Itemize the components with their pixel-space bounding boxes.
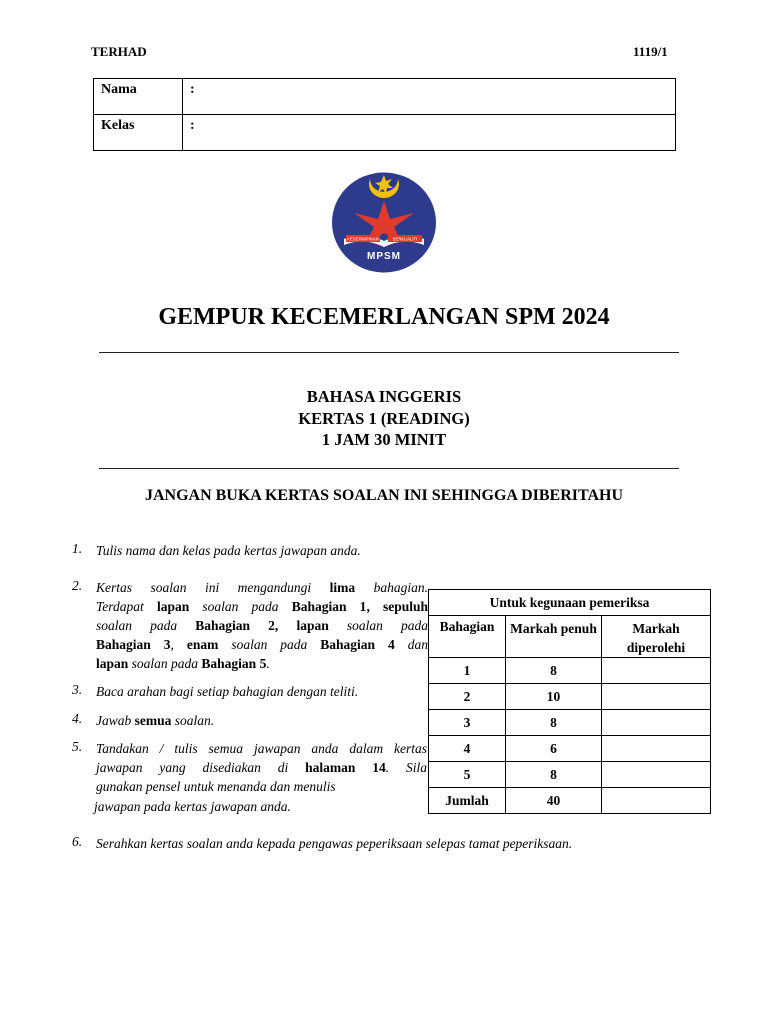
text-span: . Sila bbox=[385, 760, 427, 775]
table-row bbox=[429, 684, 711, 710]
table-row bbox=[429, 736, 711, 762]
text-span: soalan pada bbox=[96, 618, 196, 633]
table-row bbox=[429, 658, 711, 684]
obtained-marks-cell[interactable] bbox=[602, 710, 711, 736]
instruction-text: Tulis nama dan kelas pada kertas jawapan anda. bbox=[96, 543, 361, 558]
full-marks-cell: 6 bbox=[506, 736, 602, 762]
instruction-line bbox=[96, 635, 428, 654]
header-bahagian: Bahagian bbox=[429, 616, 506, 658]
instruction-text bbox=[96, 711, 214, 730]
total-label-cell: Jumlah bbox=[429, 788, 506, 814]
instruction-number: 4. bbox=[72, 711, 83, 726]
instruction-line bbox=[96, 758, 427, 777]
text-span: Kertas soalan ini mengandungi bbox=[96, 580, 330, 595]
bold-span: Bahagian 4 bbox=[320, 637, 395, 652]
instruction-line: gunakan pensel untuk menanda dan menulis bbox=[96, 779, 336, 794]
bold-span: Bahagian 2 bbox=[195, 618, 275, 633]
text-span: dan bbox=[394, 637, 429, 652]
header-markah-penuh: Markah penuh bbox=[506, 616, 602, 658]
header-restricted: TERHAD bbox=[91, 44, 147, 59]
logo-text: MPSM bbox=[367, 251, 401, 262]
instruction-line bbox=[96, 578, 428, 597]
marks-table-title-row bbox=[429, 590, 711, 616]
marks-table-title: Untuk kegunaan pemeriksa bbox=[429, 590, 711, 616]
full-marks-cell: 8 bbox=[506, 762, 602, 788]
instruction-line: Tandakan / tulis semua jawapan anda dalam kertas bbox=[96, 741, 427, 756]
marks-table bbox=[428, 589, 711, 814]
text-span: soalan pada bbox=[328, 618, 428, 633]
text-span: . bbox=[266, 656, 270, 671]
text-span: soalan. bbox=[171, 713, 215, 728]
bold-span: lapan bbox=[296, 618, 329, 633]
bold-span: , bbox=[366, 599, 383, 614]
marks-table-header-row bbox=[429, 616, 711, 658]
text-span: Jawab bbox=[96, 713, 135, 728]
instruction-line bbox=[96, 597, 428, 616]
subject-line-1: BAHASA INGGERIS bbox=[306, 387, 462, 406]
instruction-line bbox=[96, 654, 270, 673]
full-marks-cell: 10 bbox=[506, 684, 602, 710]
table-row bbox=[429, 710, 711, 736]
name-field[interactable]: : bbox=[183, 79, 676, 115]
text-span: , bbox=[170, 637, 187, 652]
logo-ribbon-left: KESEPIMPINAN bbox=[347, 236, 379, 242]
instruction-number: 5. bbox=[72, 739, 83, 754]
header-paper-code: 1119/1 bbox=[633, 44, 668, 59]
logo-ribbon-right: BERKUALITI bbox=[392, 236, 418, 242]
divider-bottom bbox=[99, 468, 679, 469]
name-row bbox=[94, 79, 676, 115]
table-row bbox=[429, 762, 711, 788]
header-markah-diperolehi: Markah diperolehi bbox=[602, 616, 711, 658]
text-span: soalan pada bbox=[218, 637, 321, 652]
bold-span: Bahagian 1 bbox=[291, 599, 367, 614]
full-marks-cell: 8 bbox=[506, 658, 602, 684]
instruction-number: 1. bbox=[72, 541, 83, 556]
bold-span: semua bbox=[134, 713, 172, 728]
table-row-total bbox=[429, 788, 711, 814]
section-cell: 4 bbox=[429, 736, 506, 762]
instruction-text: Serahkan kertas soalan anda kepada pengawas peperiksaan selepas tamat peperiksaan. bbox=[96, 836, 573, 851]
text-span: jawapan yang disediakan di bbox=[96, 760, 306, 775]
obtained-marks-cell[interactable] bbox=[602, 762, 711, 788]
bold-span: , bbox=[274, 618, 297, 633]
instruction-number: 6. bbox=[72, 834, 83, 849]
section-cell: 3 bbox=[429, 710, 506, 736]
section-cell: 5 bbox=[429, 762, 506, 788]
bold-span: Bahagian 3 bbox=[96, 637, 171, 652]
instruction-text: Baca arahan bagi setiap bahagian dengan teliti. bbox=[96, 684, 359, 699]
student-info-box bbox=[93, 78, 676, 151]
exam-title: GEMPUR KECEMERLANGAN SPM 2024 bbox=[158, 304, 610, 330]
obtained-marks-cell[interactable] bbox=[602, 736, 711, 762]
subject-line-3: 1 JAM 30 MINIT bbox=[321, 430, 447, 449]
class-label: Kelas bbox=[94, 115, 183, 151]
bold-span: lima bbox=[329, 580, 356, 595]
obtained-marks-cell[interactable] bbox=[602, 684, 711, 710]
instruction-line bbox=[96, 616, 428, 635]
mpsm-logo bbox=[330, 171, 438, 274]
section-cell: 2 bbox=[429, 684, 506, 710]
divider-top bbox=[99, 352, 679, 353]
instruction-number: 2. bbox=[72, 578, 83, 593]
total-full-marks-cell: 40 bbox=[506, 788, 602, 814]
section-cell: 1 bbox=[429, 658, 506, 684]
full-marks-cell: 8 bbox=[506, 710, 602, 736]
subject-line-2: KERTAS 1 (READING) bbox=[298, 409, 470, 428]
text-span: Terdapat bbox=[96, 599, 157, 614]
warning-text: JANGAN BUKA KERTAS SOALAN INI SEHINGGA DIBERITAHU bbox=[144, 487, 624, 504]
bold-span: Bahagian 5 bbox=[201, 656, 267, 671]
class-row bbox=[94, 115, 676, 151]
total-obtained-marks-cell[interactable] bbox=[602, 788, 711, 814]
obtained-marks-cell[interactable] bbox=[602, 658, 711, 684]
class-field[interactable]: : bbox=[183, 115, 676, 151]
instruction-number: 3. bbox=[72, 682, 83, 697]
bold-span: lapan bbox=[156, 599, 190, 614]
instruction-line: jawapan pada kertas jawapan anda. bbox=[94, 799, 291, 814]
bold-span: lapan bbox=[96, 656, 129, 671]
text-span: soalan pada bbox=[189, 599, 292, 614]
name-label: Nama bbox=[94, 79, 183, 115]
bold-span: enam bbox=[186, 637, 219, 652]
bold-span: sepuluh bbox=[382, 599, 429, 614]
bold-span: halaman 14 bbox=[305, 760, 386, 775]
text-span: soalan pada bbox=[128, 656, 202, 671]
text-span: bahagian. bbox=[355, 580, 428, 595]
